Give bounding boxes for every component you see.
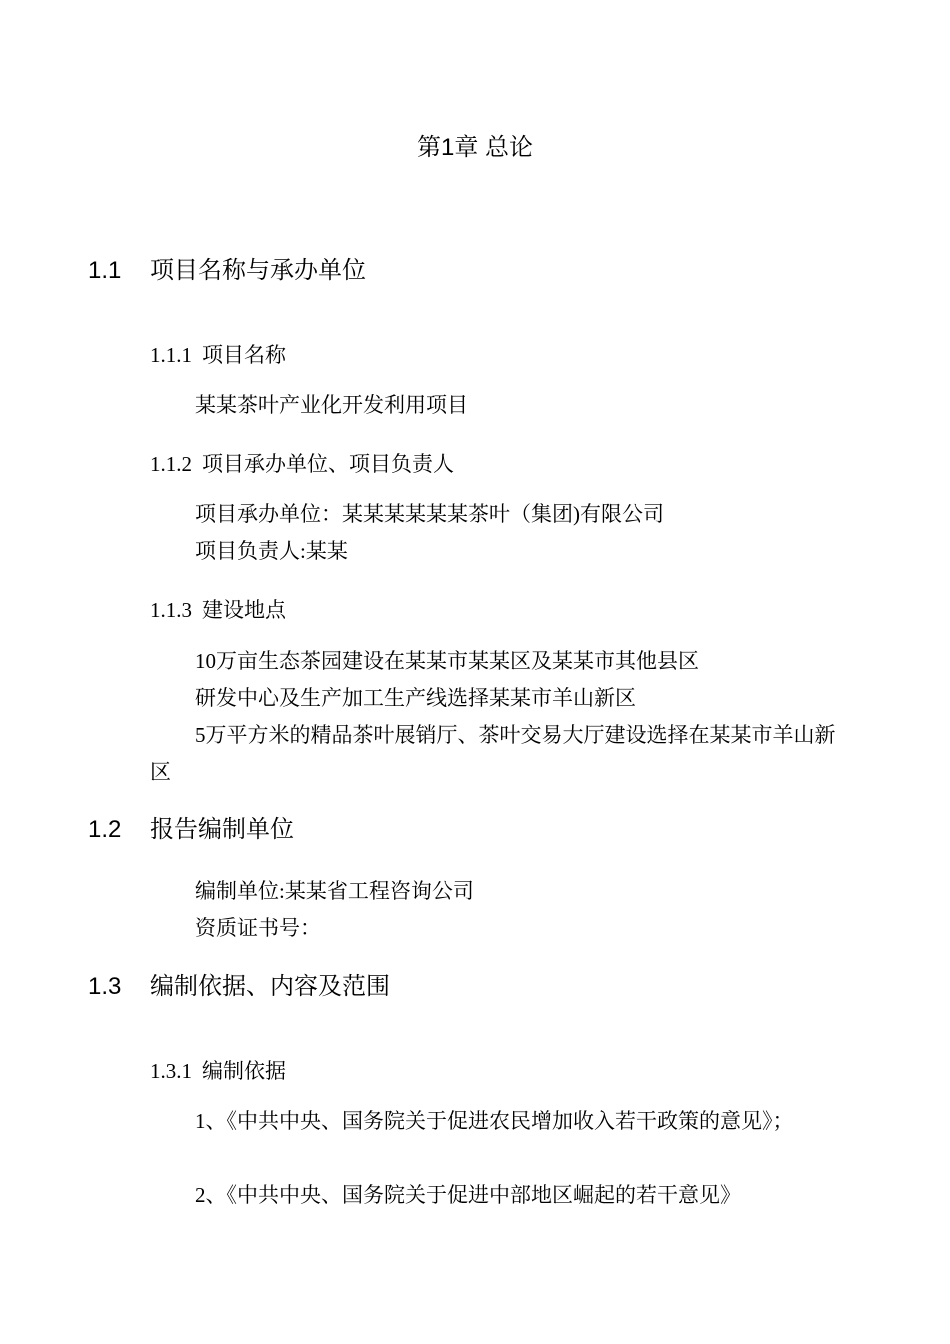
paragraph: 研发中心及生产加工生产线选择某某市羊山新区	[195, 686, 636, 710]
subsection-title: 项目名称	[202, 344, 286, 367]
chapter-title: 第1章 总论	[416, 134, 533, 161]
paragraph: 某某茶叶产业化开发利用项目	[195, 393, 468, 417]
section-number: 1.1	[88, 257, 122, 284]
paragraph: 1、《中共中央、国务院关于促进农民增加收入若干政策的意见》；	[195, 1109, 794, 1133]
subsection-number: 1.1.2	[150, 452, 192, 476]
section-number: 1.2	[88, 816, 122, 843]
subsection-title: 项目承办单位、项目负责人	[202, 453, 454, 476]
paragraph: 项目承办单位：某某某某某某茶叶（集团)有限公司	[195, 502, 664, 526]
paragraph: 资质证书号：	[195, 916, 321, 940]
subsection-heading-1-1-2	[150, 449, 454, 480]
subsection-heading-1-1-3	[150, 595, 286, 626]
section-title: 报告编制单位	[150, 816, 294, 843]
section-number: 1.3	[88, 973, 122, 1000]
subsection-number: 1.1.3	[150, 598, 192, 622]
subsection-number: 1.1.1	[150, 343, 192, 367]
section-heading-1-2	[88, 814, 294, 846]
subsection-title: 编制依据	[202, 1060, 286, 1083]
paragraph: 5万平方米的精品茶叶展销厅、茶叶交易大厅建设选择在某某市羊山新区	[150, 723, 836, 784]
subsection-heading-1-3-1	[150, 1056, 286, 1087]
section-heading-1-3	[88, 971, 390, 1003]
paragraph: 编制单位:某某省工程咨询公司	[195, 879, 474, 903]
paragraph: 2、《中共中央、国务院关于促进中部地区崛起的若干意见》	[195, 1183, 741, 1207]
subsection-title: 建设地点	[202, 599, 286, 622]
section-title: 编制依据、内容及范围	[150, 973, 390, 1000]
paragraph: 10万亩生态茶园建设在某某市某某区及某某市其他县区	[195, 649, 699, 673]
paragraph: 项目负责人:某某	[195, 539, 348, 563]
section-title: 项目名称与承办单位	[150, 257, 366, 284]
section-heading-1-1	[88, 255, 366, 287]
subsection-number: 1.3.1	[150, 1059, 192, 1083]
subsection-heading-1-1-1	[150, 340, 286, 371]
